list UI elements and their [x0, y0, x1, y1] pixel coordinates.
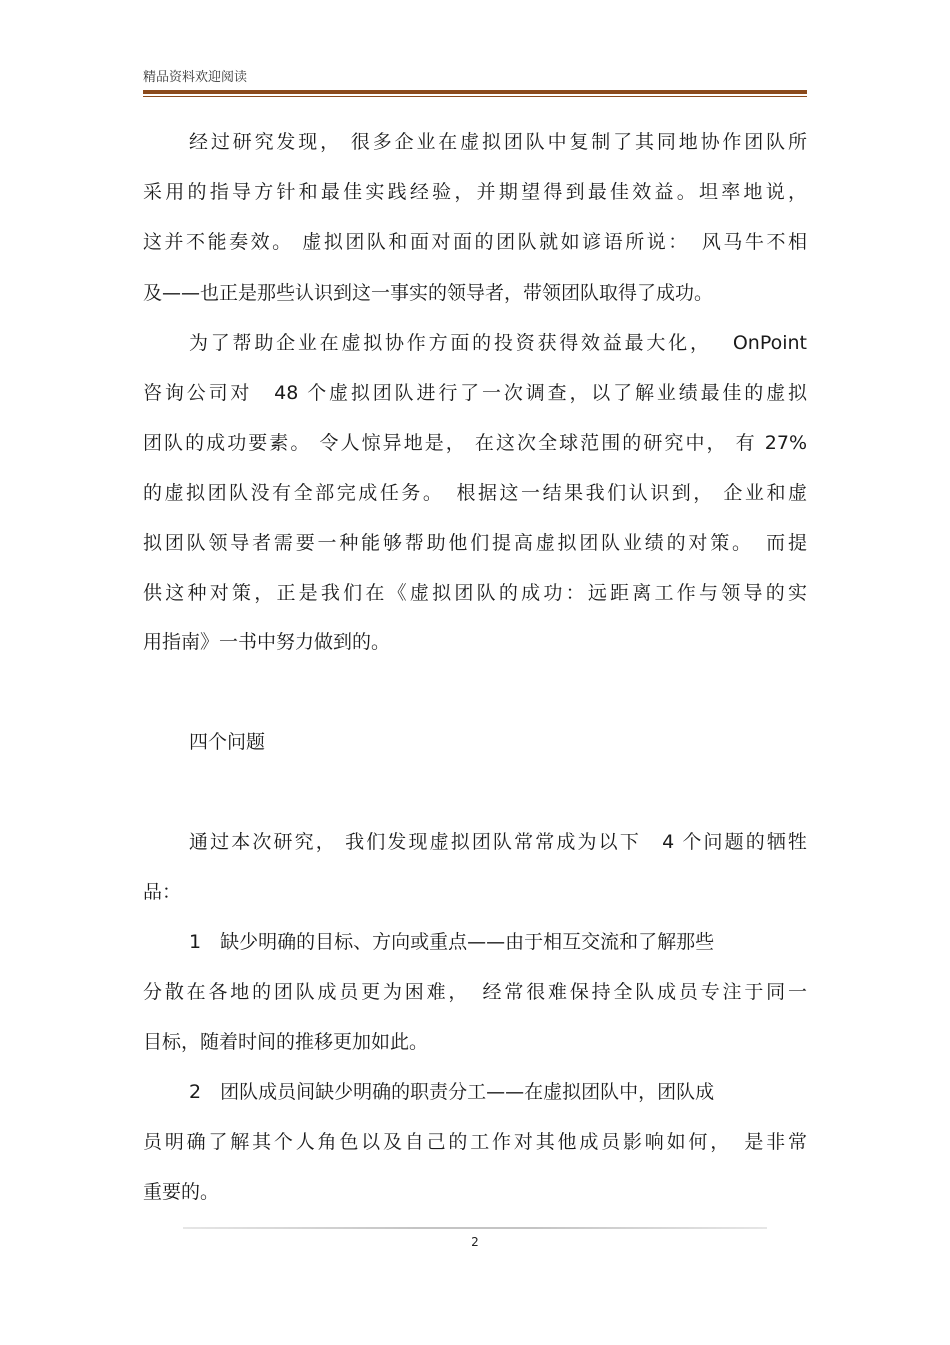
paragraph-line: 及——也正是那些认识到这一事实的领导者，带领团队取得了成功。: [143, 282, 714, 304]
paragraph-line: 品：: [143, 881, 182, 903]
paragraph-line: 用指南》一书中努力做到的。: [143, 631, 391, 653]
footer-rule: [183, 1227, 767, 1229]
paragraph-line: 的虚拟团队没有全部完成任务。 根据这一结果我们认识到， 企业和虚: [143, 482, 807, 504]
header-rule-thin: [143, 96, 807, 97]
paragraph-line: 为了帮助企业在虚拟协作方面的投资获得效益最大化， OnPoint: [189, 332, 807, 354]
list-item-line: 员明确了解其个人角色以及自己的工作对其他成员影响如何， 是非常: [143, 1131, 807, 1153]
page-number: 2: [471, 1235, 479, 1249]
list-item-line: 2 团队成员间缺少明确的职责分工——在虚拟团队中，团队成: [189, 1081, 715, 1103]
list-item-line: 1 缺少明确的目标、方向或重点——由于相互交流和了解那些: [189, 931, 715, 953]
header-rule-thick: [143, 90, 807, 94]
paragraph-line: 拟团队领导者需要一种能够帮助他们提高虚拟团队业绩的对策。 而提: [143, 532, 807, 554]
paragraph-line: 团队的成功要素。 令人惊异地是， 在这次全球范围的研究中， 有 27%: [143, 432, 807, 454]
list-item-line: 分散在各地的团队成员更为困难， 经常很难保持全队成员专注于同一: [143, 981, 807, 1003]
paragraph-line: 咨询公司对 48 个虚拟团队进行了一次调查，以了解业绩最佳的虚拟: [143, 382, 807, 404]
paragraph-line: 供这种对策，正是我们在《虚拟团队的成功：远距离工作与领导的实: [143, 582, 807, 604]
list-item-line: 重要的。: [143, 1181, 220, 1203]
header-text: 精品资料欢迎阅读: [143, 70, 248, 85]
paragraph-line: 经过研究发现， 很多企业在虚拟团队中复制了其同地协作团队所: [189, 131, 807, 153]
paragraph-line: 通过本次研究， 我们发现虚拟团队常常成为以下 4 个问题的牺牲: [189, 831, 807, 853]
paragraph-line: 这并不能奏效。 虚拟团队和面对面的团队就如谚语所说： 风马牛不相: [143, 231, 807, 253]
section-heading: 四个问题: [189, 731, 266, 753]
list-item-line: 目标，随着时间的推移更加如此。: [143, 1031, 429, 1053]
paragraph-line: 采用的指导方针和最佳实践经验，并期望得到最佳效益。坦率地说，: [143, 181, 807, 203]
